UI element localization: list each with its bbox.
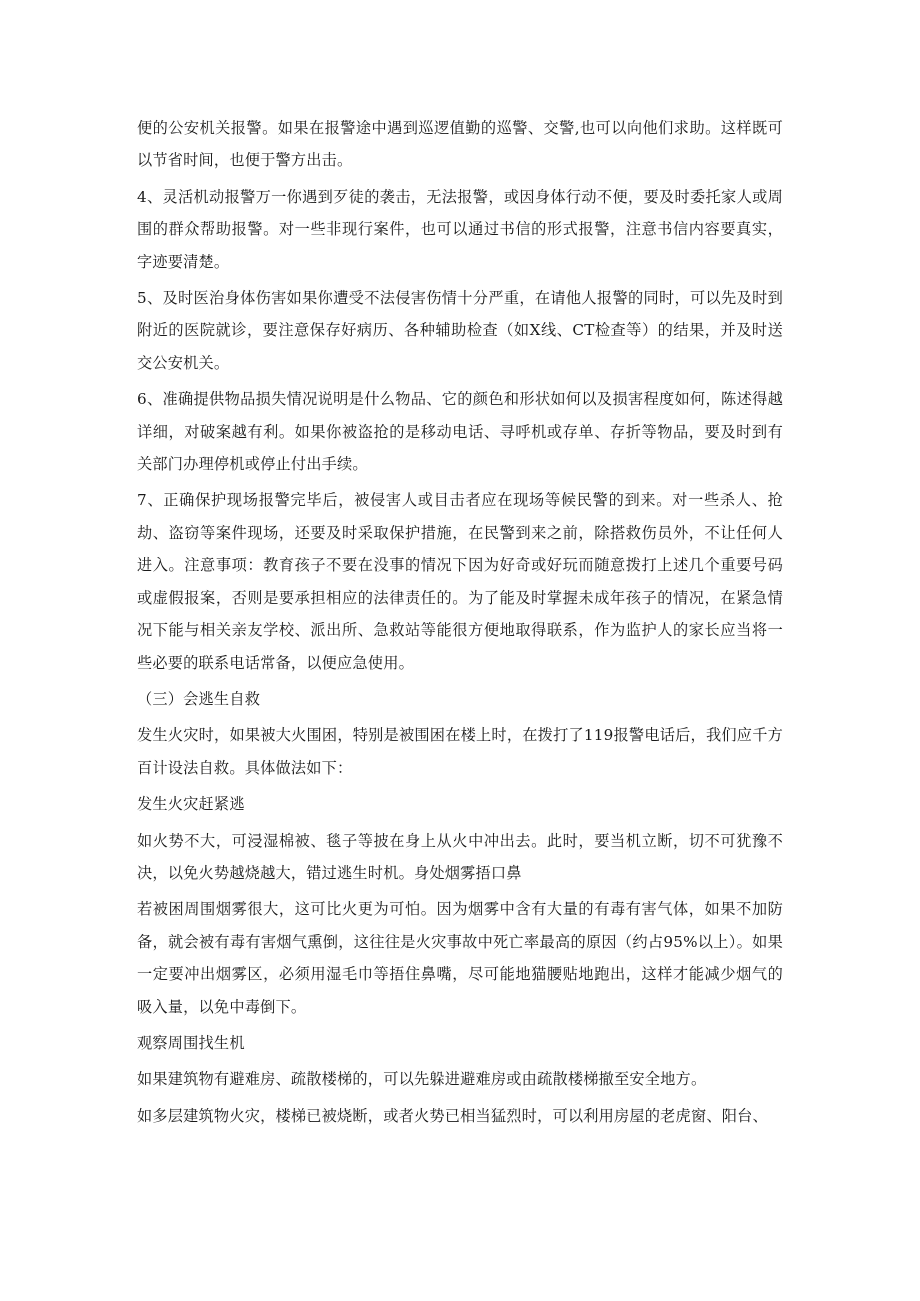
- paragraph-reporting-continued: 便的公安机关报警。如果在报警途中遇到巡逻值勤的巡警、交警,也可以向他们求助。这样既可以节省时间，也便于警方出击。: [137, 119, 783, 170]
- paragraph-fire-intro: 发生火灾时，如果被大火围困，特别是被围困在楼上时，在拨打了119报警电话后，我们应千方百计设法自救。具体做法如下：: [137, 726, 783, 777]
- paragraph-refuge-room: 如果建筑物有避难房、疏散楼梯的，可以先躲进避难房或由疏散楼梯撤至安全地方。: [137, 1070, 707, 1089]
- paragraph-smoke: 若被困周围烟雾很大，这可比火更为可怕。因为烟雾中含有大量的有毒有害气体，如果不加防备，就会被有毒有害烟气熏倒，这往往是火灾事故中死亡率最高的原因（约占95%以上）。如果一定要冲出烟雾区，必须用湿毛巾等捂住鼻嘴，尽可能地猫腰贴地跑出，这样才能减少烟气的吸入量，以免中毒倒下。: [137, 900, 783, 1016]
- paragraph-escape-fire: 如火势不大，可浸湿棉被、毯子等披在身上从火中冲出去。此时，要当机立断，切不可犹豫不决，以免火势越烧越大，错过逃生时机。身处烟雾捂口鼻: [137, 831, 783, 882]
- paragraph-item-7: 7、正确保护现场报警完毕后，被侵害人或目击者应在现场等候民警的到来。对一些杀人、抢劫、盗窃等案件现场，还要及时采取保护措施，在民警到来之前，除搭救伤员外，不让任何人进入。注意事项：教育孩子不要在没事的情况下因为好奇或好玩而随意拨打上述几个重要号码或虚假报案，否则是要承担相应的法律责任的。为了能及时掌握未成年孩子的情况，在紧急情况下能与相关亲友学校、派出所、急救站等能很方便地取得联系，作为监护人的家长应当将一些必要的联系电话常备，以便应急使用。: [137, 491, 783, 672]
- paragraph-item-4: 4、灵活机动报警万一你遇到歹徒的袭击，无法报警，或因身体行动不便，要及时委托家人或周围的群众帮助报警。对一些非现行案件，也可以通过书信的形式报警，注意书信内容要真实，字迹要清楚。: [137, 187, 783, 271]
- paragraph-item-6: 6、准确提供物品损失情况说明是什么物品、它的颜色和形状如何以及损害程度如何，陈述得越详细，对破案越有利。如果你被盗抢的是移动电话、寻呼机或存单、存折等物品，要及时到有关部门办理停机或停止付出手续。: [137, 390, 783, 474]
- subheading-observe-surroundings: 观察周围找生机: [137, 1033, 245, 1052]
- paragraph-multistory-fire: 如多层建筑物火灾，楼梯已被烧断，或者火势已相当猛烈时，可以利用房屋的老虎窗、阳台、: [137, 1106, 768, 1125]
- subheading-escape-fire: 发生火灾赶紧逃: [137, 795, 245, 814]
- section-heading-self-rescue: （三）会逃生自救: [137, 689, 261, 708]
- paragraph-item-5: 5、及时医治身体伤害如果你遭受不法侵害伤情十分严重，在请他人报警的同时，可以先及时到附近的医院就诊，要注意保存好病历、各种辅助检查（如X线、CT检查等）的结果，并及时送交公安机关。: [137, 289, 783, 372]
- document-body: [137, 112, 783, 1136]
